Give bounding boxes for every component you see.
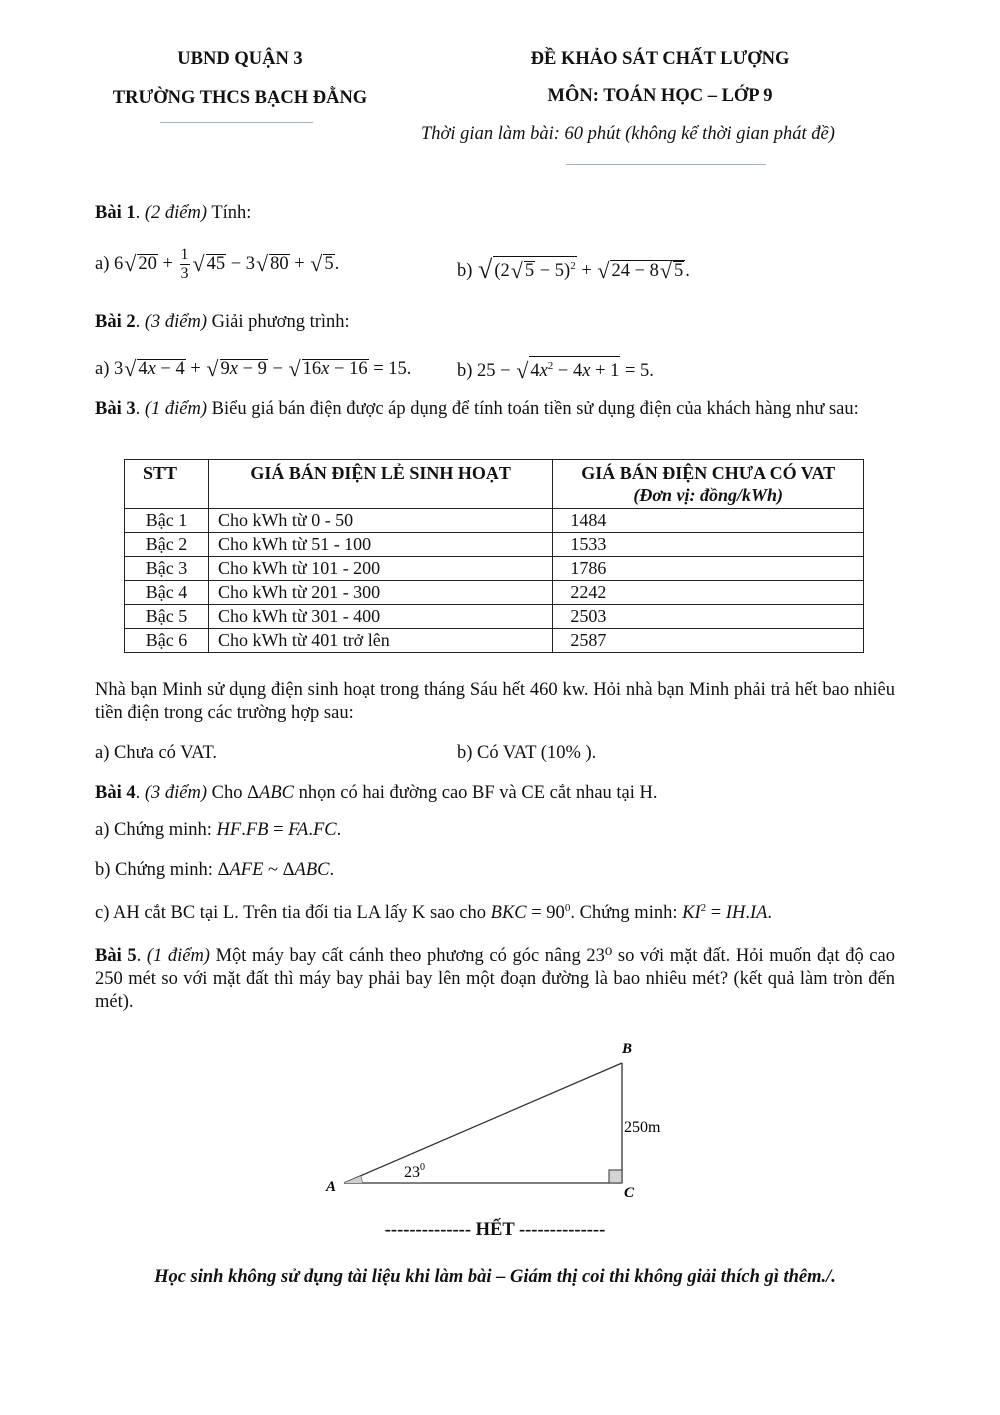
vertex-b-label: B — [622, 1041, 633, 1057]
vertex-a-label: A — [326, 1179, 337, 1195]
bai4-c-mid: Chứng minh: — [579, 903, 678, 924]
cell-price: 1484 — [553, 509, 864, 533]
bai4-part-b: b) Chứng minh: ΔAFE ~ ΔABC. — [95, 860, 335, 880]
bai1-heading: Bài 1. (2 điểm) Tính: — [95, 203, 252, 223]
triangle-figure — [320, 1035, 680, 1210]
bai1-part-a: a) 6√ 20 + $\frac{1}{3}$ √ 45 − 3√ 80 + √ 5. — [95, 246, 340, 282]
height-label: 250m — [624, 1119, 661, 1136]
bai5-heading: Bài 5. (1 điểm) Một máy bay cất cánh theo phương có góc nâng 23⁰ so với mặt đất. Hỏi muốn đạt độ cao 250 mét so với mặt đất thì máy bay phải bay lên một đoạn đường là bao nhiêu mét? (kết quả làm tròn đến mét). — [95, 946, 895, 1012]
cell-range: Cho kWh từ 201 - 300 — [208, 581, 552, 605]
cell-stt: Bậc 1 — [125, 509, 209, 533]
table-row — [125, 509, 864, 533]
cell-price: 1533 — [553, 533, 864, 557]
exam-duration: Thời gian làm bài: 60 phút (không kể thời gian phát đề) — [421, 124, 835, 144]
header-stt: STT — [125, 460, 209, 509]
angle-degree: 0 — [420, 1162, 425, 1173]
bai3-points: (1 điểm) — [144, 399, 208, 419]
header-price-label: GIÁ BÁN ĐIỆN CHƯA CÓ VAT — [581, 463, 836, 483]
school-name: TRƯỜNG THCS BẠCH ĐẰNG — [112, 88, 368, 108]
header-price — [553, 460, 864, 509]
bai4-triangle: ΔABC — [247, 783, 294, 803]
bai3-part-b: b) Có VAT (10% ). — [457, 743, 597, 763]
bai1-prompt: Tính: — [211, 203, 252, 223]
angle-value: 23 — [404, 1164, 420, 1181]
table-row — [125, 605, 864, 629]
cell-price: 2242 — [553, 581, 864, 605]
cell-price: 1786 — [553, 557, 864, 581]
bai3-part-a: a) Chưa có VAT. — [95, 743, 218, 763]
bai3-title: Bài 3 — [95, 399, 136, 419]
end-marker: -------------- HẾT -------------- — [384, 1220, 606, 1240]
district-name: UBND QUẬN 3 — [177, 49, 303, 69]
electricity-price-table — [124, 459, 864, 653]
bai4-part-a: a) Chứng minh: HF.FB = FA.FC. — [95, 820, 342, 840]
cell-range: Cho kWh từ 301 - 400 — [208, 605, 552, 629]
bai2-points: (3 điểm) — [144, 312, 208, 332]
bai5-points: (1 điểm) — [146, 946, 210, 966]
vertex-c-label: C — [624, 1185, 635, 1201]
bai2-part-a: a) 3√ 4x − 4 + √ 9x − 9 − √ 16x − 16 = 15. — [95, 356, 412, 381]
bai4-a-label: a) Chứng minh: — [95, 820, 212, 840]
angle-label — [404, 1162, 425, 1181]
cell-price: 2503 — [553, 605, 864, 629]
bai4-c-text: c) AH cắt BC tại L. Trên tia đối tia LA lấy K sao cho — [95, 903, 487, 924]
bai2-prompt: Giải phương trình: — [211, 312, 350, 332]
cell-stt: Bậc 6 — [125, 629, 209, 653]
bai3-question: Nhà bạn Minh sử dụng điện sinh hoạt trong tháng Sáu hết 460 kw. Hỏi nhà bạn Minh phải trả hết bao nhiêu tiền điện trong các trường hợp sau: — [95, 680, 895, 723]
cell-range: Cho kWh từ 401 trở lên — [208, 629, 552, 653]
exam-title: ĐỀ KHẢO SÁT CHẤT LƯỢNG — [530, 49, 790, 69]
bai4-title: Bài 4 — [95, 783, 136, 803]
bai2-heading: Bài 2. (3 điểm) Giải phương trình: — [95, 312, 350, 332]
bai1-title: Bài 1 — [95, 203, 136, 223]
cell-stt: Bậc 5 — [125, 605, 209, 629]
header-tier: GIÁ BÁN ĐIỆN LẺ SINH HOẠT — [208, 460, 552, 509]
bai1-points: (2 điểm) — [144, 203, 208, 223]
duration-underline — [566, 164, 766, 165]
cell-stt: Bậc 3 — [125, 557, 209, 581]
hypotenuse-line — [344, 1063, 622, 1183]
cell-stt: Bậc 2 — [125, 533, 209, 557]
right-angle-marker — [609, 1170, 622, 1183]
bai4-b-label: b) Chứng minh: — [95, 860, 213, 880]
cell-range: Cho kWh từ 101 - 200 — [208, 557, 552, 581]
subject-title: MÔN: TOÁN HỌC – LỚP 9 — [547, 86, 773, 106]
bai3-prompt: Biểu giá bán điện được áp dụng để tính toán tiền sử dụng điện của khách hàng như sau: — [211, 399, 859, 419]
table-row — [125, 533, 864, 557]
cell-range: Cho kWh từ 0 - 50 — [208, 509, 552, 533]
footer-note: Học sinh không sử dụng tài liệu khi làm bài – Giám thị coi thi không giải thích gì thêm./. — [154, 1267, 836, 1287]
table-row — [125, 629, 864, 653]
bai4-heading: Bài 4. (3 điểm) Cho ΔABC nhọn có hai đường cao BF và CE cắt nhau tại H. — [95, 783, 658, 803]
bai2-title: Bài 2 — [95, 312, 136, 332]
bai4-prompt-pre: Cho — [211, 783, 243, 803]
bai3-heading: Bài 3. (1 điểm) Biểu giá bán điện được áp dụng để tính toán tiền sử dụng điện của khách hàng như sau: — [95, 399, 859, 419]
cell-price: 2587 — [553, 629, 864, 653]
bai5-title: Bài 5 — [95, 946, 137, 966]
cell-stt: Bậc 4 — [125, 581, 209, 605]
cell-range: Cho kWh từ 51 - 100 — [208, 533, 552, 557]
bai5-prompt: Một máy bay cất cánh theo phương có góc nâng 23⁰ so với mặt đất. Hỏi muốn đạt độ cao 250 mét so với mặt đất thì máy bay phải bay lên một đoạn đường là bao nhiêu mét? (kết quả làm tròn đến mét). — [95, 946, 895, 1012]
angle-fill — [344, 1176, 362, 1183]
bai4-points: (3 điểm) — [144, 783, 208, 803]
bai1-part-b: b) √ (2√ 5 − 5)$^2$ + √ 24 − 8√ 5 . — [457, 255, 690, 284]
bai4-prompt-post: nhọn có hai đường cao BF và CE cắt nhau tại H. — [298, 783, 658, 803]
bai4-part-c: c) AH cắt BC tại L. Trên tia đối tia LA lấy K sao cho BKC = $90^0$. Chứng minh: $KI^2 = IH.IA$. — [95, 902, 773, 924]
school-underline — [160, 122, 313, 123]
table-header-row — [125, 460, 864, 509]
table-row — [125, 581, 864, 605]
header-price-unit: (Đơn vị: đồng/kWh) — [633, 485, 784, 505]
table-row — [125, 557, 864, 581]
bai2-part-b: b) 25 − √ $4x^2 - 4x + 1 = 5$. — [457, 356, 654, 384]
